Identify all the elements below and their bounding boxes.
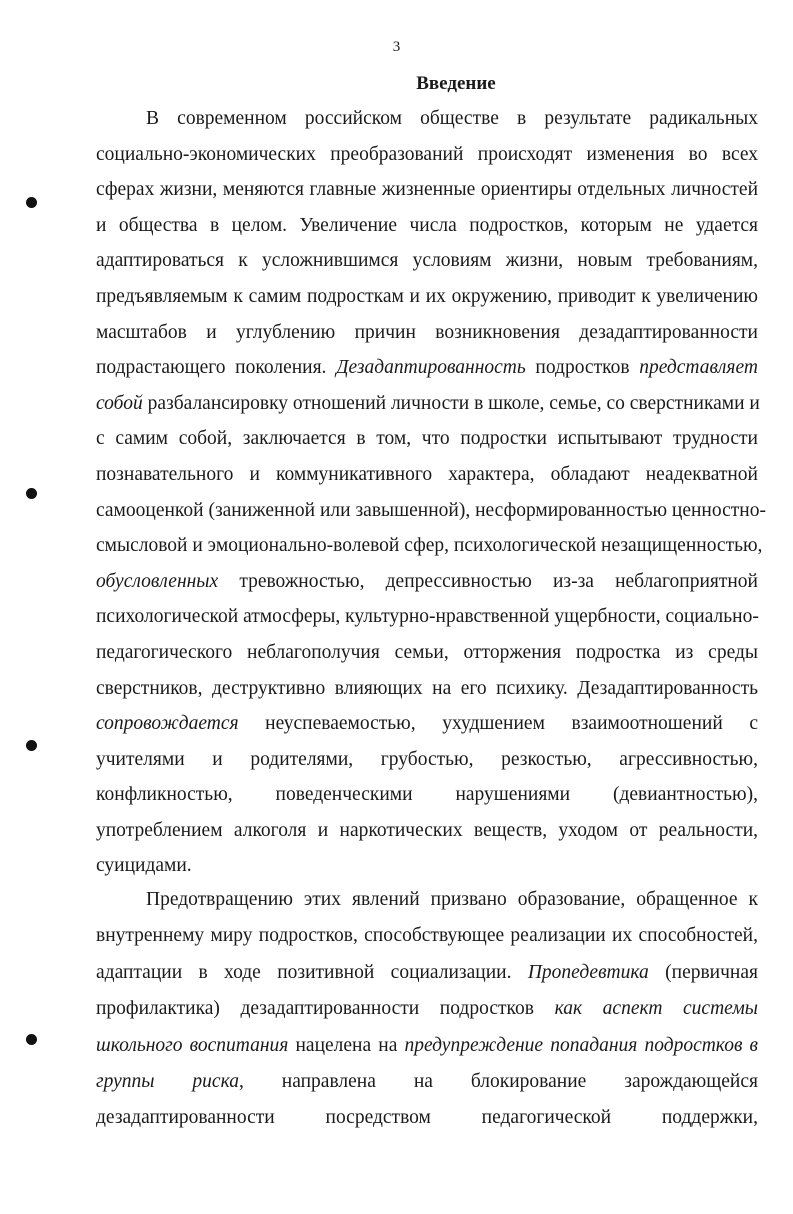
italic-text: Дезадаптированность bbox=[336, 357, 526, 379]
text-line bbox=[96, 1028, 758, 1064]
text-span: социально-экономических преобразований происходят изменения во всех bbox=[96, 143, 758, 165]
text-span: внутреннему миру подростков, способствующее реализации их способностей, bbox=[96, 925, 758, 947]
text-line bbox=[96, 599, 758, 635]
italic-text: школьного воспитания bbox=[96, 1034, 289, 1056]
text-span: масштабов и углублению причин возникновения дезадаптированности bbox=[96, 321, 758, 343]
text-span: (первичная bbox=[648, 961, 758, 983]
text-span: психологической атмосферы, культурно-нравственной ущербности, социально- bbox=[96, 606, 759, 628]
text-line bbox=[96, 813, 758, 849]
text-span: дезадаптированности посредством педагогической поддержки, bbox=[96, 1107, 758, 1129]
text-span: самооценкой (заниженной или завышенной), несформированностью ценностно- bbox=[96, 499, 766, 521]
text-line bbox=[96, 315, 758, 351]
italic-text: группы риска bbox=[96, 1070, 239, 1092]
text-line bbox=[96, 918, 758, 954]
text-span: разбалансировку отношений личности в школе, семье, со сверстниками и bbox=[142, 392, 760, 414]
italic-text: Пропедевтика bbox=[527, 961, 649, 983]
page-number: 3 bbox=[392, 39, 401, 55]
text-line bbox=[96, 421, 758, 457]
paragraph-2 bbox=[96, 882, 758, 1137]
italic-text: предупреждение попадания подростков в bbox=[404, 1034, 759, 1056]
text-span: суицидами. bbox=[96, 855, 192, 877]
text-line bbox=[96, 1100, 758, 1136]
text-line bbox=[96, 706, 758, 742]
text-line bbox=[96, 671, 758, 707]
text-span: нацелена на bbox=[288, 1034, 405, 1056]
margin-hole-mark bbox=[26, 1034, 37, 1045]
text-line bbox=[96, 457, 758, 493]
text-line bbox=[96, 493, 766, 529]
text-line bbox=[96, 386, 758, 422]
text-span: подрастающего поколения. bbox=[96, 357, 337, 379]
text-span: смысловой и эмоционально-волевой сфер, психологической незащищенностью, bbox=[96, 535, 763, 557]
text-line bbox=[96, 172, 758, 208]
text-span: подростков bbox=[525, 357, 640, 379]
text-span: учителями и родителями, грубостью, резкостью, агрессивностью, bbox=[96, 748, 758, 770]
text-line bbox=[96, 208, 758, 244]
italic-text: обусловленных bbox=[96, 570, 219, 592]
text-line bbox=[96, 991, 758, 1027]
text-line bbox=[96, 137, 758, 173]
text-span: тревожностью, депрессивностью из-за неблагоприятной bbox=[218, 570, 758, 592]
text-span: употреблением алкоголя и наркотических веществ, уходом от реальности, bbox=[96, 819, 758, 841]
text-span: сверстников, деструктивно влияющих на его психику. Дезадаптированность bbox=[96, 677, 758, 699]
text-line bbox=[96, 955, 758, 991]
section-heading: Введение bbox=[416, 73, 496, 94]
margin-hole-mark bbox=[26, 740, 37, 751]
text-span: педагогического неблагополучия семьи, отторжения подростка из среды bbox=[96, 641, 758, 663]
text-span: сферах жизни, меняются главные жизненные ориентиры отдельных личностей bbox=[96, 179, 758, 201]
text-line bbox=[96, 1064, 758, 1100]
italic-text: представляет bbox=[639, 357, 758, 379]
margin-hole-mark bbox=[26, 197, 37, 208]
text-line bbox=[96, 243, 758, 279]
text-span: адаптироваться к усложнившимся условиям жизни, новым требованиям, bbox=[96, 250, 758, 272]
text-span: , направлена на блокирование зарождающейся bbox=[238, 1070, 758, 1092]
paragraph-1 bbox=[96, 101, 766, 884]
text-span: адаптации в ходе позитивной социализации. bbox=[96, 961, 528, 983]
text-line bbox=[96, 848, 758, 884]
text-span: неуспеваемостью, ухудшением взаимоотношений с bbox=[238, 713, 758, 735]
text-span: предъявляемым к самим подросткам и их окружению, приводит к увеличению bbox=[96, 285, 758, 307]
text-span: В современном российском обществе в результате радикальных bbox=[146, 108, 758, 129]
italic-text: собой bbox=[96, 392, 143, 414]
text-line bbox=[96, 528, 763, 564]
text-span: профилактика) дезадаптированности подростков bbox=[96, 998, 555, 1020]
text-span: и общества в целом. Увеличение числа подростков, которым не удается bbox=[96, 214, 758, 236]
text-line bbox=[96, 742, 758, 778]
italic-text: как аспект системы bbox=[554, 998, 758, 1020]
text-line bbox=[96, 882, 758, 918]
text-span: конфликностью, поведенческими нарушениями (девиантностью), bbox=[96, 784, 758, 806]
text-line bbox=[96, 101, 758, 137]
margin-hole-mark bbox=[26, 488, 37, 499]
text-span: познавательного и коммуникативного характера, обладают неадекватной bbox=[96, 463, 758, 485]
text-line bbox=[96, 564, 758, 600]
italic-text: сопровождается bbox=[96, 713, 239, 735]
text-line bbox=[96, 350, 758, 386]
text-span: с самим собой, заключается в том, что подростки испытывают трудности bbox=[96, 428, 758, 450]
text-line bbox=[96, 777, 758, 813]
text-span: Предотвращению этих явлений призвано образование, обращенное к bbox=[146, 889, 758, 910]
text-line bbox=[96, 635, 758, 671]
text-line bbox=[96, 279, 758, 315]
